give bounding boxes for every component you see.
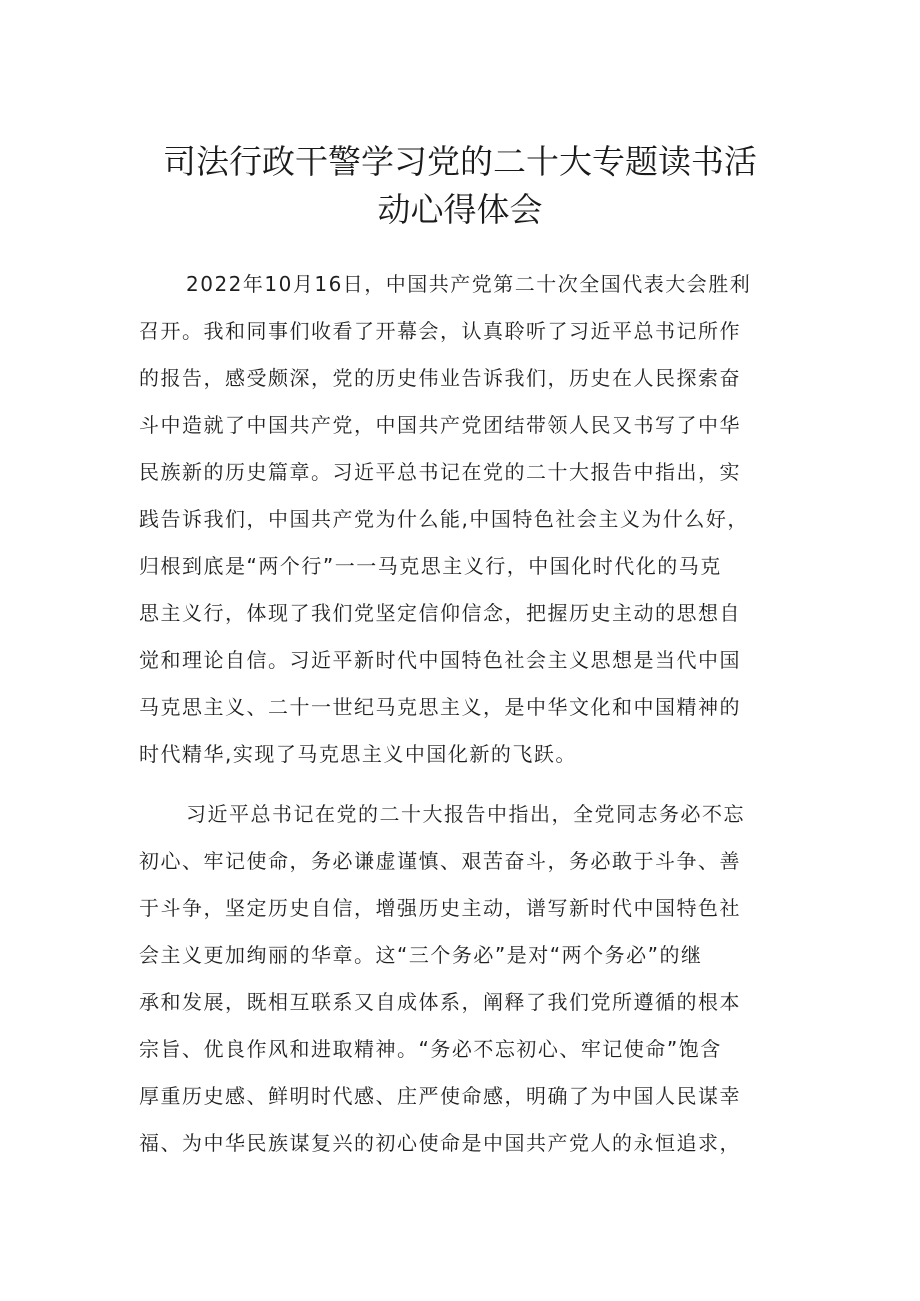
paragraph-2-line-6: 宗旨、优良作风和进取精神。“务必不忘初心、牢记使命”饱含 [139,1037,722,1061]
paragraph-2-line-5: 承和发展，既相互联系又自成体系，阐释了我们党所遵循的根本 [139,990,741,1014]
paragraph-1-line-10: 马克思主义、二十一世纪马克思主义，是中华文化和中国精神的 [139,695,741,719]
paragraph-1-line-2: 召开。我和同事们收看了开幕会，认真聆听了习近平总书记所作 [139,319,741,343]
paragraph-2-line-7: 厚重历史感、鲜明时代感、庄严使命感，明确了为中国人民谋幸 [139,1084,741,1108]
paragraph-1-line-6: 践告诉我们，中国共产党为什么能,中国特色社会主义为什么好， [139,507,749,531]
paragraph-1-line-11: 时代精华,实现了马克思主义中国化新的飞跃。 [139,742,577,766]
paragraph-1-line-7: 归根到底是“两个行”一一马克思主义行，中国化时代化的马克 [139,554,722,578]
paragraph-1-line-5: 民族新的历史篇章。习近平总书记在党的二十大报告中指出，实 [139,460,741,484]
paragraph-2-line-8: 福、为中华民族谋复兴的初心使命是中国共产党人的永恒追求， [139,1131,741,1155]
paragraph-2-line-2: 初心、牢记使命，务必谦虚谨慎、艰苦奋斗，务必敢于斗争、善 [139,849,741,873]
paragraph-2-line-4: 会主义更加绚丽的华章。这“三个务必”是对“两个务必”的继 [139,943,703,967]
document-title-line-1: 司法行政干警学习党的二十大专题读书活 [163,142,757,181]
paragraph-1-line-1: 2022年10月16日，中国共产党第二十次全国代表大会胜利 [186,272,752,296]
paragraph-1-line-8: 思主义行，体现了我们党坚定信仰信念，把握历史主动的思想自 [139,601,741,625]
paragraph-2-line-1: 习近平总书记在党的二十大报告中指出，全党同志务必不忘 [186,802,745,826]
document-title-line-2: 动心得体会 [377,190,543,229]
paragraph-1-line-3: 的报告，感受颇深，党的历史伟业告诉我们，历史在人民探索奋 [139,366,741,390]
paragraph-1-line-4: 斗中造就了中国共产党，中国共产党团结带领人民又书写了中华 [139,413,741,437]
paragraph-1-line-9: 觉和理论自信。习近平新时代中国特色社会主义思想是当代中国 [139,648,741,672]
paragraph-2-line-3: 于斗争，坚定历史自信，增强历史主动，谱写新时代中国特色社 [139,896,741,920]
